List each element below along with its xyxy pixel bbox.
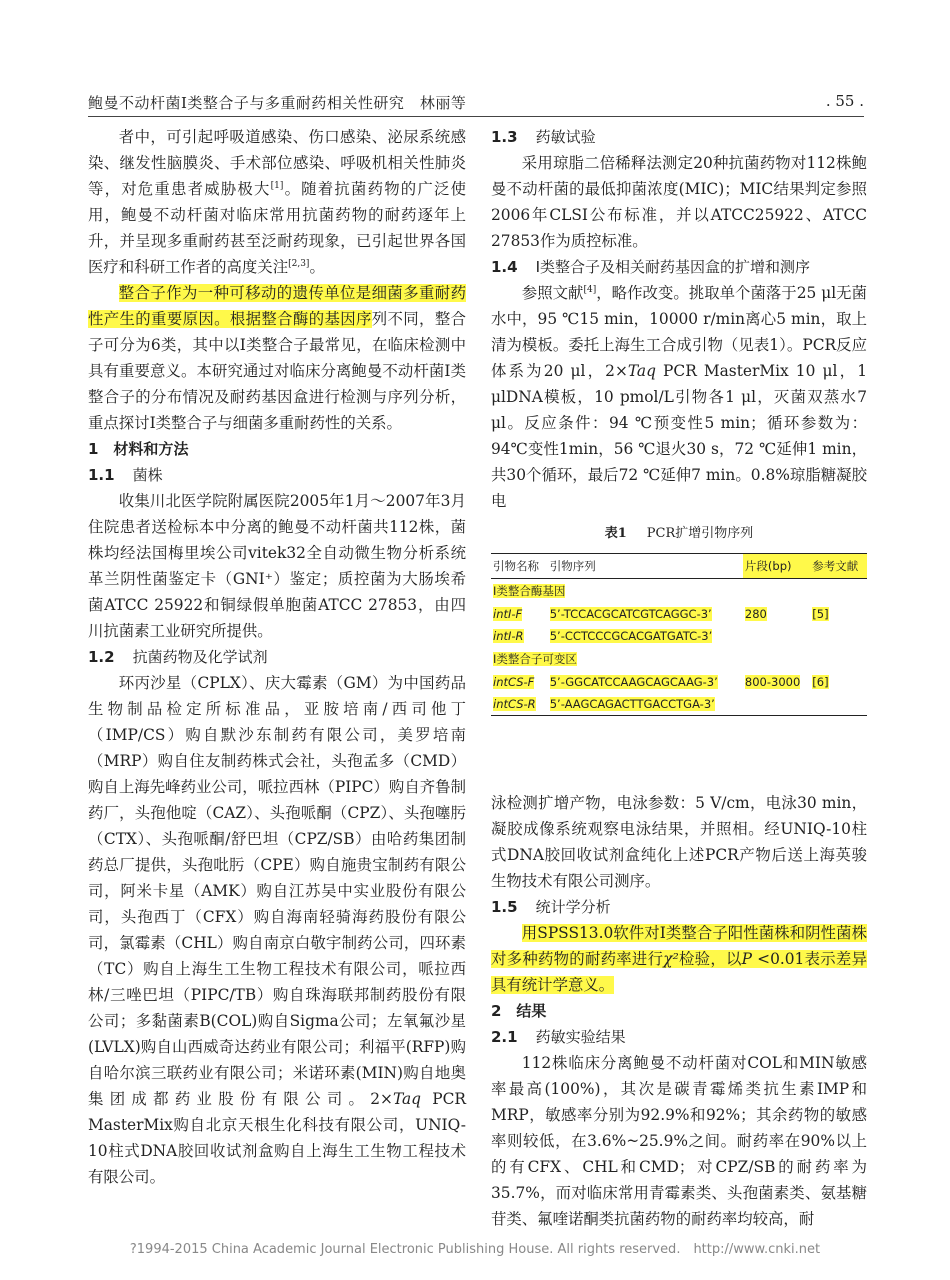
page-number: . 55 . xyxy=(825,92,864,110)
paragraph-reagents: 环丙沙星（CPLX）、庆大霉素（GM）为中国药品生物制品检定所标准品，亚胺培南/西司他丁（IMP/CS）购自默沙东制药有限公司，美罗培南（MRP）购自住友制药株式会社，头孢孟多（CMD）购自上海先峰药业公司，哌拉西林（PIPC）购自齐鲁制药厂，头孢他啶（CAZ）、头孢哌酮（CPZ）、头孢噻肟（CTX）、头孢哌酮/舒巴坦（CPZ/SB）由哈药集团制药总厂提供，头孢吡肟（CPE）购自施贵宝制药有限公司，阿米卡星（AMK）购自江苏吴中实业股份有限公司，头孢西丁（CFX）购自海南轻骑海药股份有限公司，氯霉素（CHL）购自南京白敬宇制药公司，四环素（TC）购自上海生工生物工程技术有限公司，哌拉西林/三唑巴坦（PIPC/TB）购自珠海联邦制药股份有限公司；多黏菌素B(COL)购自Sigma公司；左氧氟沙星(LVLX)购自山西威奇达药业有限公司；利福平(RFP)购自哈尔滨三联药业有限公司；米诺环素(MIN)购自地奥集团成都药业股份有限公司。2×Taq PCR MasterMix购自北京天根生化科技有限公司，UNIQ-10柱式DNA胶回收试剂盒购自上海生工生物工程技术有限公司。 xyxy=(88,674,466,1186)
subsection-statistics: 1.5 统计学分析 xyxy=(491,898,611,916)
paragraph-susceptibility: 采用琼脂二倍稀释法测定20种抗菌药物对112株鲍曼不动杆菌的最低抑菌浓度(MIC)；MIC结果判定参照2006年CLSI公布标准，并以ATCC25922、ATCC 27853作为质控标准。 xyxy=(491,154,867,250)
right-column-bottom xyxy=(491,790,867,1232)
primer-table xyxy=(491,522,867,716)
subsection-amplification: 1.4 Ⅰ类整合子及相关耐药基因盒的扩增和测序 xyxy=(491,258,811,276)
running-header xyxy=(88,92,864,117)
paragraph-intro: 者中，可引起呼吸道感染、伤口感染、泌尿系统感染、继发性脑膜炎、手术部位感染、呼吸机相关性肺炎等，对危重患者威胁极大[1]。随着抗菌药物的广泛使用，鲍曼不动杆菌对临床常用抗菌药物的耐药逐年上升，并呈现多重耐药甚至泛耐药现象，已引起世界各国医疗和科研工作者的高度关注[2,3]。 xyxy=(88,128,466,276)
col-header-ref: 参考文献 xyxy=(810,554,867,579)
subsection-reagents: 1.2 抗菌药物及化学试剂 xyxy=(88,648,268,666)
table-row: intI-R 5’-CCTCCCGCACGATGATC-3’ xyxy=(493,629,713,643)
highlight: 整合子作为一种可移动的遗传单位是细菌多重耐药性产生的重要原因。根据整合酶的基因序 xyxy=(88,284,466,328)
table-caption: 表1 PCR扩增引物序列 xyxy=(604,526,754,541)
table-group: Ⅰ类整合酶基因 xyxy=(493,584,566,598)
table-row: intCS-F 5’-GGCATCCAAGCAGCAAG-3’ 800-3000 [6] xyxy=(493,675,829,689)
subsection-susceptibility: 1.3 药敏试验 xyxy=(491,128,596,146)
col-header-name: 引物名称 xyxy=(493,559,539,573)
running-title: 鲍曼不动杆菌Ⅰ类整合子与多重耐药相关性研究 林丽等 xyxy=(88,94,467,112)
paragraph-statistics: 用SPSS13.0软件对Ⅰ类整合子阳性菌株和阴性菌株对多种药物的耐药率进行χ²检验，以P <0.01表示差异具有统计学意义。 xyxy=(491,924,867,994)
paragraph-amplification: 参照文献[4]，略作改变。挑取单个菌落于25 μl无菌水中，95 ℃15 min，10000 r/min离心5 min，取上清为模板。委托上海生工合成引物（见表1）。PCR反应体系为20 μl，2×Taq PCR MasterMix 10 μl，1 μlDNA模板，10 pmol/L引物各1 μl，灭菌双蒸水7 μl。反应条件：94 ℃预变性5 min；循环参数为：94℃变性1min，56 ℃退火30 s，72 ℃延伸1 min，共30个循环，最后72 ℃延伸7 min。0.8%琼脂糖凝胶电 xyxy=(491,284,867,510)
subsection-strains: 1.1 菌株 xyxy=(88,466,163,484)
paragraph-integron: 整合子作为一种可移动的遗传单位是细菌多重耐药性产生的重要原因。根据整合酶的基因序列不同，整合子可分为6类，其中以Ⅰ类整合子最常见，在临床检测中具有重要意义。本研究通过对临床分离鲍曼不动杆菌Ⅰ类整合子的分布情况及耐药基因盒进行检测与序列分析，重点探讨Ⅰ类整合子与细菌多重耐药性的关系。 xyxy=(88,284,466,432)
paragraph-electrophoresis: 泳检测扩增产物，电泳参数：5 V/cm，电泳30 min，凝胶成像系统观察电泳结果，并照相。经UNIQ-10柱式DNA胶回收试剂盒纯化上述PCR产物后送上海英骏生物技术有限公司测序。 xyxy=(491,794,867,890)
footer-copyright: ?1994-2015 China Academic Journal Electronic Publishing House. All rights reserved. http://www.cnki.net xyxy=(129,1242,821,1257)
subsection-results: 2.1 药敏实验结果 xyxy=(491,1028,626,1046)
paragraph-results: 112株临床分离鲍曼不动杆菌对COL和MIN敏感率最高(100%)，其次是碳青霉烯类抗生素IMP和MRP，敏感率分别为92.9%和92%；其余药物的敏感率则较低，在3.6%~25.9%之间。耐药率在90%以上的有CFX、CHL和CMD；对CPZ/SB的耐药率为35.7%，而对临床常用青霉素类、头孢菌素类、氨基糖苷类、氟喹诺酮类抗菌药物的耐药率均较高，耐 xyxy=(491,1054,867,1228)
left-column xyxy=(88,124,466,1190)
table-row: intCS-R 5’-AAGCAGACTTGACCTGA-3’ xyxy=(491,693,867,716)
col-header-seq: 引物序列 xyxy=(549,559,596,573)
section-heading-methods: 1 材料和方法 xyxy=(88,440,189,458)
table-group: Ⅰ类整合子可变区 xyxy=(493,652,577,666)
paragraph-strains: 收集川北医学院附属医院2005年1月～2007年3月住院患者送检标本中分离的鲍曼不动杆菌共112株，菌株均经法国梅里埃公司vitek32全自动微生物分析系统革兰阴性菌鉴定卡（GNI⁺）鉴定；质控菌为大肠埃希菌ATCC 25922和铜绿假单胞菌ATCC 27853，由四川抗菌素工业研究所提供。 xyxy=(88,492,466,640)
col-header-bp: 片段(bp) xyxy=(743,554,810,579)
right-column-top xyxy=(491,124,867,514)
table-row: intI-F 5’-TCCACGCATCGTCAGGC-3’ 280 [5] xyxy=(493,607,829,621)
section-heading-results: 2 结果 xyxy=(491,1002,547,1020)
